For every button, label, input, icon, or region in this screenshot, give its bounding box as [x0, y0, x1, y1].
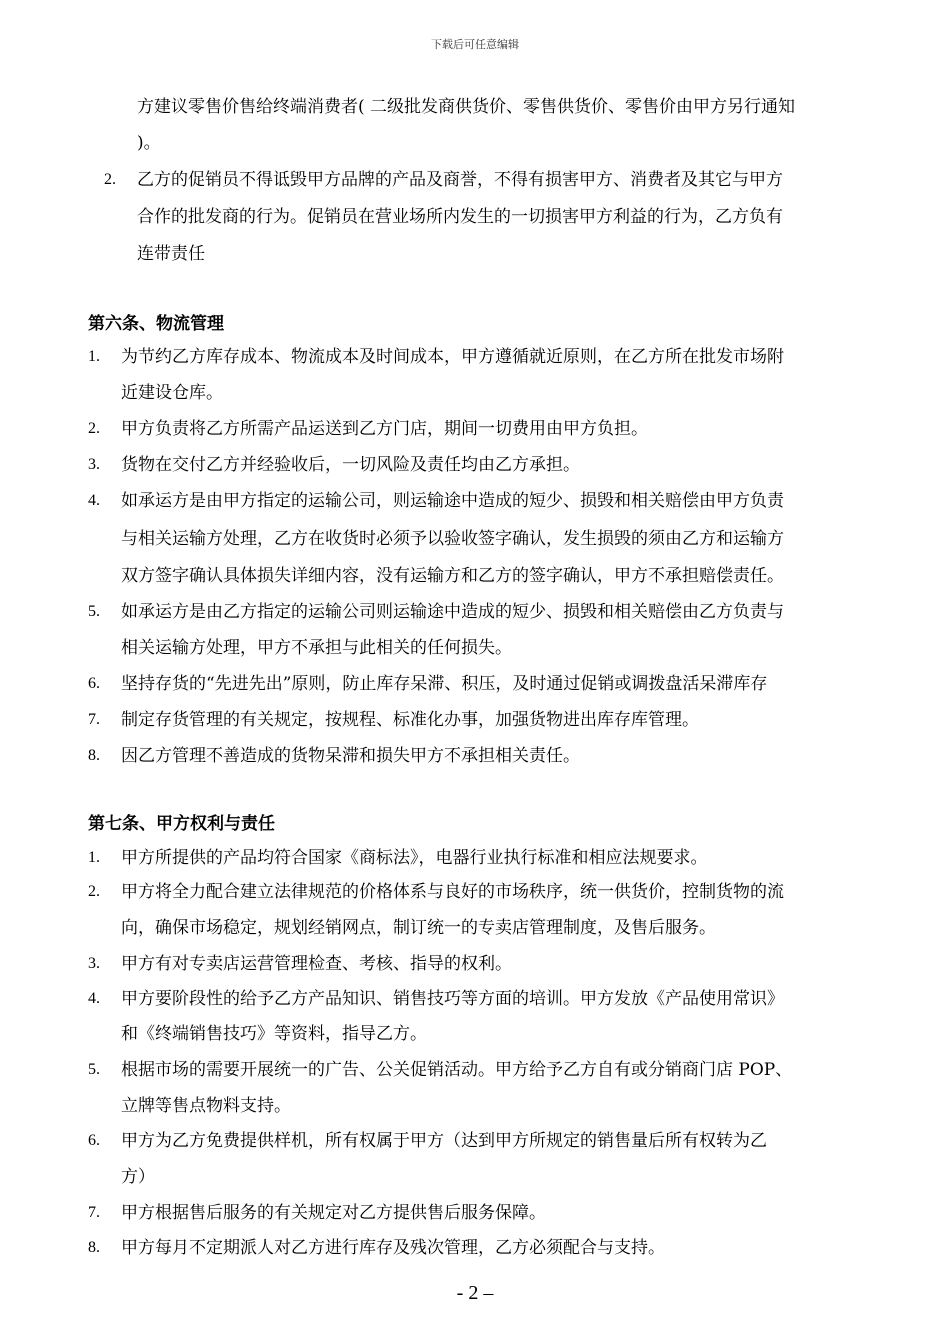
- page-header: 下载后可任意编辑: [431, 38, 519, 51]
- list-item-line: 坚持存货的“先进先出”原则，防止库存呆滞、积压，及时通过促销或调拨盘活呆滞库存: [121, 674, 768, 694]
- list-item-number: 1.: [88, 348, 100, 365]
- continuation-line: 方建议零售价售给终端消费者( 二级批发商供货价、零售供货价、零售价由甲方另行通知: [137, 97, 796, 117]
- list-item-line: 甲方有对专卖店运营管理检查、考核、指导的权利。: [121, 954, 512, 974]
- list-item-line: 因乙方管理不善造成的货物呆滞和损失甲方不承担相关责任。: [121, 746, 580, 766]
- list-item-number: 2.: [88, 420, 100, 437]
- list-item-line: 连带责任: [137, 244, 205, 264]
- list-item-number: 3.: [88, 456, 100, 473]
- list-item-line: 向，确保市场稳定，规划经销网点，制订统一的专卖店管理制度，及售后服务。: [121, 918, 716, 938]
- list-item-line: 甲方为乙方免费提供样机，所有权属于甲方（达到甲方所规定的销售量后所有权转为乙: [121, 1131, 767, 1151]
- list-item-line: 甲方要阶段性的给予乙方产品知识、销售技巧等方面的培训。甲方发放《产品使用常识》: [121, 989, 784, 1009]
- list-item-line: 甲方所提供的产品均符合国家《商标法》，电器行业执行标准和相应法规要求。: [121, 848, 708, 868]
- list-item-line: 如承运方是由甲方指定的运输公司，则运输途中造成的短少、损毁和相关赔偿由甲方负责: [121, 491, 784, 511]
- page-number: - 2 –: [456, 1282, 494, 1304]
- list-item-line: 甲方根据售后服务的有关规定对乙方提供售后服务保障。: [121, 1203, 546, 1223]
- list-item-number: 7.: [88, 711, 100, 728]
- list-item-line: 甲方每月不定期派人对乙方进行库存及残次管理，乙方必须配合与支持。: [121, 1238, 665, 1258]
- list-item-number: 1.: [88, 849, 100, 866]
- list-item-line: 近建设仓库。: [121, 383, 223, 403]
- list-item-line: 合作的批发商的行为。促销员在营业场所内发生的一切损害甲方利益的行为，乙方负有: [137, 207, 783, 227]
- list-item-line: 甲方将全力配合建立法律规范的价格体系与良好的市场秩序，统一供货价，控制货物的流: [121, 882, 784, 902]
- section-heading: 第六条、物流管理: [88, 314, 224, 334]
- list-item-number: 6.: [88, 675, 100, 692]
- list-item-line: 如承运方是由乙方指定的运输公司则运输途中造成的短少、损毁和相关赔偿由乙方负责与: [121, 602, 784, 622]
- list-item-line: 与相关运输方处理，乙方在收货时必须予以验收签字确认，发生损毁的须由乙方和运输方: [121, 529, 784, 549]
- list-item-number: 2.: [104, 171, 116, 188]
- list-item-number: 7.: [88, 1204, 100, 1221]
- list-item-line: 乙方的促销员不得诋毁甲方品牌的产品及商誉，不得有损害甲方、消费者及其它与甲方: [137, 170, 783, 190]
- list-item-line: 货物在交付乙方并经验收后，一切风险及责任均由乙方承担。: [121, 455, 580, 475]
- list-item-line: 制定存货管理的有关规定，按规程、标准化办事，加强货物进出库存库管理。: [121, 710, 699, 730]
- section-heading: 第七条、甲方权利与责任: [88, 814, 275, 834]
- list-item-number: 4.: [88, 990, 100, 1007]
- list-item-number: 8.: [88, 1239, 100, 1256]
- list-item-number: 2.: [88, 883, 100, 900]
- list-item-line: 双方签字确认具体损失详细内容，没有运输方和乙方的签字确认，甲方不承担赔偿责任。: [121, 566, 784, 586]
- list-item-line: 立牌等售点物料支持。: [121, 1096, 291, 1116]
- list-item-number: 4.: [88, 492, 100, 509]
- list-item-line: 为节约乙方库存成本、物流成本及时间成本，甲方遵循就近原则，在乙方所在批发市场附: [121, 347, 784, 367]
- list-item-line: 和《终端销售技巧》等资料，指导乙方。: [121, 1024, 427, 1044]
- list-item-number: 8.: [88, 747, 100, 764]
- continuation-line: )。: [137, 133, 161, 153]
- list-item-line: 相关运输方处理，甲方不承担与此相关的任何损失。: [121, 638, 512, 658]
- list-item-number: 3.: [88, 955, 100, 972]
- list-item-number: 6.: [88, 1132, 100, 1149]
- list-item-line: 方）: [121, 1167, 155, 1187]
- list-item-line: 甲方负责将乙方所需产品运送到乙方门店，期间一切费用由甲方负担。: [121, 419, 648, 439]
- list-item-line: 根据市场的需要开展统一的广告、公关促销活动。甲方给予乙方自有或分销商门店 POP、: [121, 1060, 793, 1080]
- list-item-number: 5.: [88, 1061, 100, 1078]
- list-item-number: 5.: [88, 603, 100, 620]
